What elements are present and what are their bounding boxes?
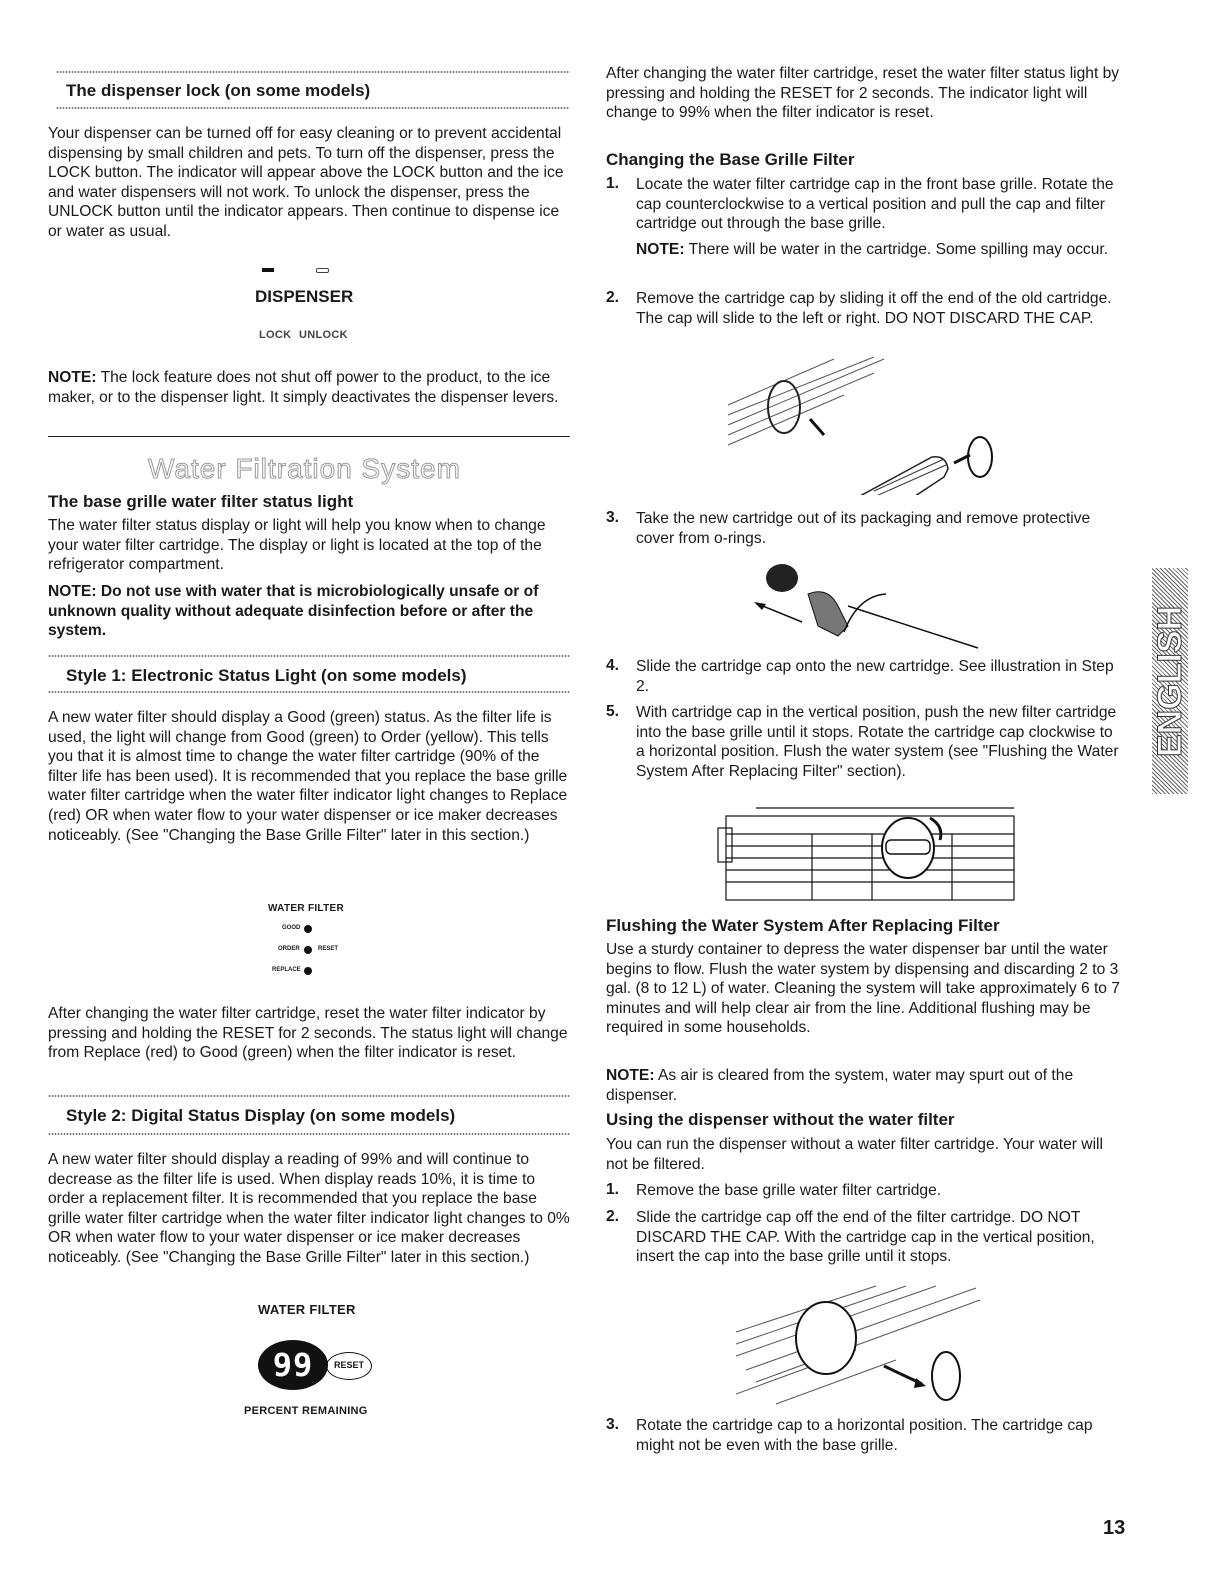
- language-tab: [1152, 568, 1188, 794]
- dotted-rule: [56, 106, 570, 110]
- replace-light-icon: [304, 967, 312, 975]
- step-number: 3.: [606, 1416, 620, 1433]
- language-tab-label: ENGLISH: [1151, 605, 1189, 757]
- step-1: Locate the water filter cartridge cap in the front base grille. Rotate the cap counterclockwise to a vertical position and pull the cap and filter cartridge out through the base grille.: [636, 176, 1114, 233]
- order-label: ORDER: [278, 946, 300, 952]
- step-number: 1.: [606, 1181, 620, 1198]
- water-filter-label-2: WATER FILTER: [258, 1302, 356, 1317]
- display-digits: 99: [272, 1346, 314, 1384]
- nofilter-step-1: Remove the base grille water filter cartridge.: [636, 1182, 942, 1199]
- reset-button-2: [326, 1352, 372, 1380]
- step-number: 4.: [606, 657, 620, 674]
- note-text: The lock feature does not shut off power to the product, to the ice maker, or to the dispenser light. It simply deactivates the dispenser levers.: [48, 369, 559, 406]
- good-light-icon: [304, 925, 312, 933]
- step-5: With cartridge cap in the vertical position, push the new filter cartridge into the base grille until it stops. Rotate the cartridge cap clockwise to a horizontal position. Flush the water system (see "Flushing the Water System After Replacing Filter" section).: [636, 704, 1119, 780]
- step-1-note: [636, 240, 1124, 260]
- style1-after: After changing the water filter cartridge, reset the water filter indicator by pressing and holding the RESET for 2 seconds. The status light will change from Replace (red) to Good (green) when the filter indicator is reset.: [48, 1005, 568, 1062]
- step-number: 1.: [606, 175, 620, 192]
- unlock-button: UNLOCK: [299, 329, 348, 341]
- note-text: There will be water in the cartridge. Some spilling may occur.: [684, 241, 1109, 258]
- reset-button: RESET: [318, 946, 339, 952]
- nofilter-text: You can run the dispenser without a water filter cartridge. Your water will not be filtered.: [606, 1136, 1103, 1173]
- percent-remaining-label: PERCENT REMAINING: [244, 1405, 368, 1417]
- section-divider: [48, 436, 570, 437]
- nofilter-step-2: Slide the cartridge cap off the end of the filter cartridge. DO NOT DISCARD THE CAP. With the cartridge cap in the vertical position, insert the cap into the base grille until it stops.: [636, 1209, 1095, 1266]
- flush-heading: Flushing the Water System After Replacing Filter: [606, 916, 1000, 935]
- flush-note: [606, 1066, 1124, 1105]
- page-number: 13: [1103, 1517, 1126, 1539]
- lock-note: [48, 368, 570, 407]
- dotted-rule: [48, 1094, 570, 1098]
- water-filter-label: WATER FILTER: [268, 903, 344, 914]
- cap-insert-illustration: [736, 1284, 986, 1410]
- step-2: Remove the cartridge cap by sliding it off the end of the old cartridge. The cap will slide to the left or right. DO NOT DISCARD THE CAP.: [636, 290, 1112, 327]
- dotted-rule: [56, 70, 570, 74]
- base-grille-illustration: [716, 806, 1018, 904]
- style2-heading: Style 2: Digital Status Display (on some models): [66, 1106, 456, 1125]
- digital-display: [258, 1340, 328, 1390]
- lock-button: LOCK: [259, 329, 292, 341]
- status-heading: The base grille water filter status light: [48, 492, 354, 511]
- step-number: 5.: [606, 703, 620, 720]
- lock-text: Your dispenser can be turned off for easy cleaning or to prevent accidental dispensing by small children and pets. To turn off the dispenser, press the LOCK button. The indicator will appear above the LOCK button and the ice and water dispensers will not work. To unlock the dispenser, press the UNLOCK button until the indicator appears. Then continue to dispense ice or water as usual.: [48, 125, 564, 240]
- note-text: As air is cleared from the system, water may spurt out of the dispenser.: [606, 1067, 1074, 1104]
- order-light-icon: [304, 946, 312, 954]
- oring-cover-illustration: [748, 556, 988, 656]
- unlock-indicator-icon: [316, 268, 329, 273]
- step-number: 3.: [606, 509, 620, 526]
- replace-label: REPLACE: [272, 967, 301, 973]
- reset-label: RESET: [333, 1360, 364, 1370]
- dotted-rule: [48, 1132, 570, 1136]
- intro-text: After changing the water filter cartridge, reset the water filter status light by pressing and holding the RESET for 2 seconds. The indicator light will change to 99% when the filter indicator is reset.: [606, 65, 1120, 122]
- lock-heading: The dispenser lock (on some models): [66, 81, 371, 100]
- nofilter-heading: Using the dispenser without the water filter: [606, 1110, 955, 1129]
- remove-cap-illustration: [724, 355, 1014, 495]
- nofilter-step-3: Rotate the cartridge cap to a horizontal position. The cartridge cap might not be even with the base grille.: [636, 1417, 1093, 1454]
- step-4: Slide the cartridge cap onto the new cartridge. See illustration in Step 2.: [636, 658, 1114, 695]
- step-number: 2.: [606, 1208, 620, 1225]
- dotted-rule: [48, 690, 570, 694]
- note-label: NOTE:: [606, 1067, 655, 1084]
- change-heading: Changing the Base Grille Filter: [606, 150, 855, 169]
- lock-indicator-icon: [262, 268, 274, 272]
- note-label: NOTE:: [48, 369, 97, 386]
- style1-heading: Style 1: Electronic Status Light (on some models): [66, 666, 467, 685]
- section-title: Water Filtration System: [148, 453, 461, 484]
- step-3: Take the new cartridge out of its packaging and remove protective cover from o-rings.: [636, 510, 1091, 547]
- dotted-rule: [48, 654, 570, 658]
- safety-note: NOTE: Do not use with water that is microbiologically unsafe or of unknown quality without adequate disinfection before or after the system.: [48, 583, 539, 640]
- flush-text: Use a sturdy container to depress the water dispenser bar until the water begins to flow. Flush the water system by dispensing and discarding 2 to 3 gal. (8 to 12 L) of water. Cleaning the system will take approximately 6 to 7 minutes and will help clear air from the line. Additional flushing may be required in some households.: [606, 941, 1120, 1037]
- good-label: GOOD: [282, 925, 301, 931]
- note-label: NOTE:: [636, 241, 685, 258]
- step-number: 2.: [606, 289, 620, 306]
- status-text: The water filter status display or light will help you know when to change your water filter cartridge. The display or light is located at the top of the refrigerator compartment.: [48, 517, 546, 574]
- style2-text: A new water filter should display a reading of 99% and will continue to decrease as the filter life is used. When display reads 10%, it is time to order a replacement filter. It is recommended that you replace the base grille water filter cartridge when the water filter indicator light changes to 0% OR when water flow to your water dispenser or ice maker decreases noticeably. (See "Changing the Base Grille Filter" later in this section.): [48, 1151, 570, 1266]
- style1-text: A new water filter should display a Good (green) status. As the filter life is used, the light will change from Good (green) to Order (yellow). This tells you that it is almost time to change the water filter cartridge (90% of the filter life has been used). It is recommended that you replace the base grille water filter cartridge when the water filter indicator light changes to Replace (red) OR when water flow to your water dispenser or ice maker decreases noticeably. (See "Changing the Base Grille Filter" later in this section.): [48, 709, 568, 844]
- dispenser-label: DISPENSER: [255, 287, 354, 306]
